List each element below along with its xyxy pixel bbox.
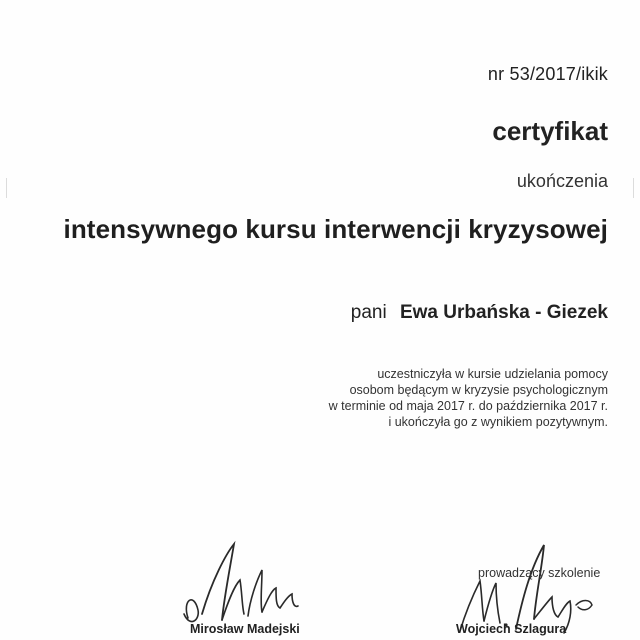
signatory-left-name: Mirosław Madejski [190,622,300,636]
description-line: i ukończyła go z wynikiem pozytywnym. [388,415,608,429]
certificate-subtitle: ukończenia [516,171,608,191]
description-line: osobom będącym w kryzysie psychologicznym [349,383,608,397]
right-edge-mark [633,178,634,198]
recipient-line [351,302,608,324]
recipient-name: Ewa Urbańska - Giezek [399,302,608,323]
trainer-caption: prowadzący szkolenie [478,566,601,580]
certificate-number: nr 53/2017/ikik [487,64,608,84]
description-line: w terminie od maja 2017 r. do października 2017 r. [328,399,608,413]
recipient-salutation: pani [350,302,387,323]
certificate-description [329,366,608,430]
description-line: uczestniczyła w kursie udzielania pomocy [377,367,608,381]
course-name: intensywnego kursu interwencji kryzysowej [63,214,608,244]
certificate-title: certyfikat [492,116,608,146]
left-edge-mark [6,178,7,198]
signatory-right-name: Wojciech Szlagura [456,622,567,636]
signature-left-icon [176,540,306,630]
